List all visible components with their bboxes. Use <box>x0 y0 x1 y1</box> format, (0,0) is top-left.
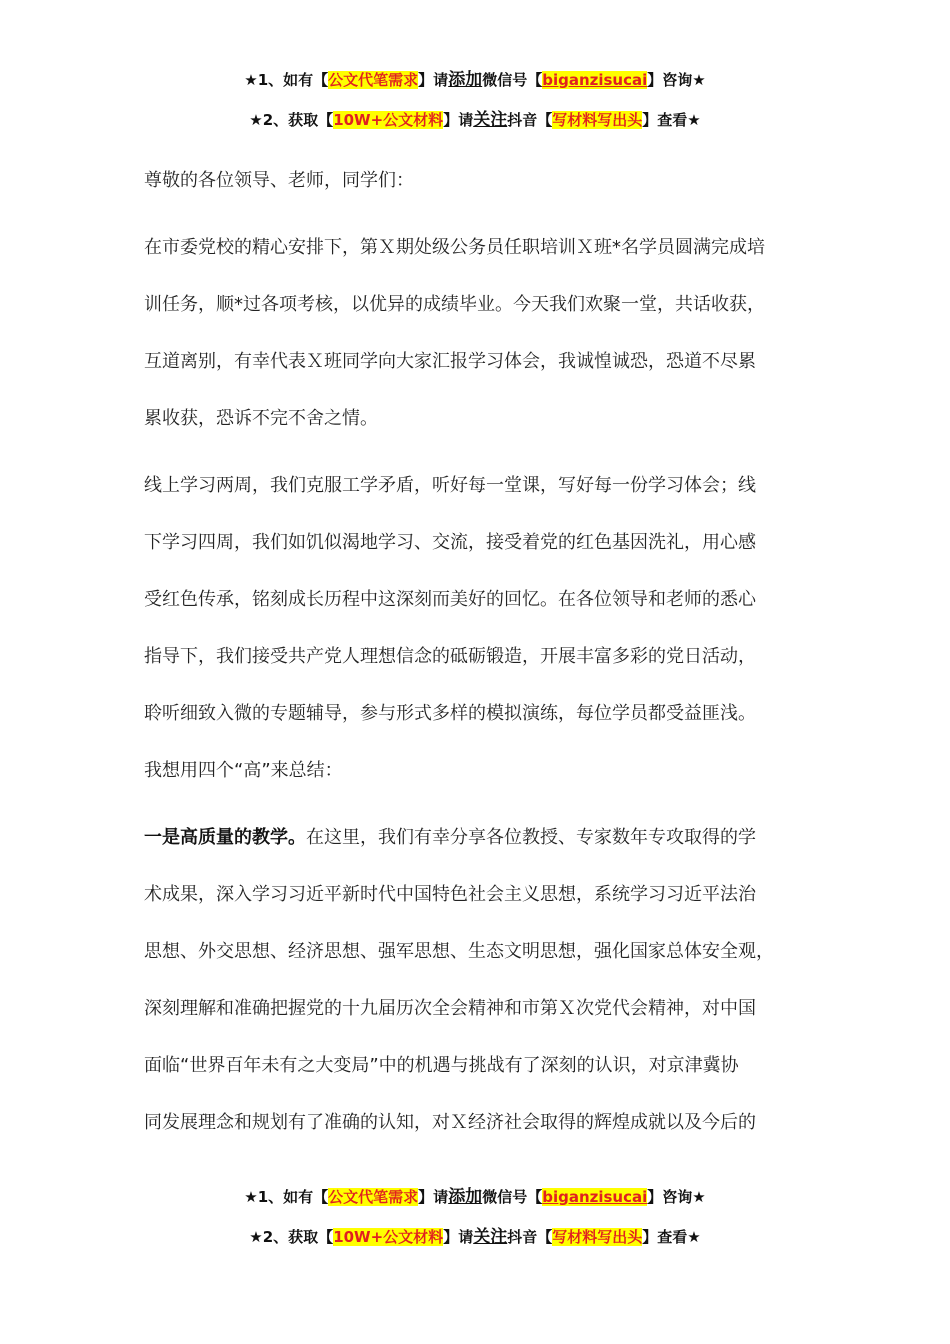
banner-line-2 <box>0 100 950 140</box>
paragraph-line: 术成果，深入学习习近平新时代中国特色社会主义思想，系统学习习近平法治 <box>144 884 756 905</box>
banner-emphasis: 添加 <box>448 1187 483 1207</box>
paragraph-4 <box>144 809 824 1151</box>
paragraph-line: 思想、外交思想、经济思想、强军思想、生态文明思想，强化国家总体安全观， <box>144 941 774 962</box>
paragraph-line: 在市委党校的精心安排下，第Ｘ期处级公务员任职培训Ｘ班*名学员圆满完成培 <box>144 237 765 258</box>
section-heading-1: 一是高质量的教学。 <box>144 827 306 848</box>
banner-text: 】查看★ <box>642 1228 701 1246</box>
paragraph-line: 聆听细致入微的专题辅导，参与形式多样的模拟演练，每位学员都受益匪浅。 <box>144 703 756 724</box>
banner-line-2 <box>0 1217 950 1257</box>
banner-line-1 <box>0 1177 950 1217</box>
paragraph-3: 我想用四个“高”来总结： <box>144 760 343 781</box>
highlight-douyin-account: 写材料写出头 <box>552 111 643 129</box>
paragraph-line: 面临“世界百年未有之大变局”中的机遇与挑战有了深刻的认识，对京津冀协 <box>144 1055 739 1076</box>
document-body <box>144 152 824 1151</box>
highlight-materials: 10W+公文材料 <box>333 111 444 129</box>
paragraph-line: 下学习四周，我们如饥似渴地学习、交流，接受着党的红色基因洗礼，用心感 <box>144 532 756 553</box>
paragraph-text: 在这里，我们有幸分享各位教授、专家数年专攻取得的学 <box>306 827 756 848</box>
top-banner <box>0 60 950 140</box>
paragraph-line: 受红色传承，铭刻成长历程中这深刻而美好的回忆。在各位领导和老师的悉心 <box>144 589 756 610</box>
banner-text: 微信号【 <box>482 71 543 89</box>
paragraph-1 <box>144 219 824 447</box>
paragraph-line: 深刻理解和准确把握党的十九届历次全会精神和市第Ｘ次党代会精神，对中国 <box>144 998 756 1019</box>
greeting: 尊敬的各位领导、老师，同学们： <box>144 170 414 191</box>
banner-text: 抖音【 <box>507 1228 553 1246</box>
paragraph-line: 同发展理念和规划有了准确的认知，对Ｘ经济社会取得的辉煌成就以及今后的 <box>144 1112 756 1133</box>
wechat-id-link[interactable]: biganzisucai <box>542 71 648 89</box>
banner-text: 】请 <box>443 111 474 129</box>
banner-emphasis: 添加 <box>448 70 483 90</box>
banner-line-1 <box>0 60 950 100</box>
banner-text: ★2、获取【 <box>249 1228 334 1246</box>
banner-text: 抖音【 <box>507 111 553 129</box>
highlight-ghostwriting: 公文代笔需求 <box>328 71 419 89</box>
banner-text: 】请 <box>418 1188 449 1206</box>
wechat-id-link[interactable]: biganzisucai <box>542 1188 648 1206</box>
banner-text: ★1、如有【 <box>244 1188 329 1206</box>
highlight-materials: 10W+公文材料 <box>333 1228 444 1246</box>
paragraph-line <box>144 809 824 866</box>
banner-text: 】请 <box>418 71 449 89</box>
banner-emphasis: 关注 <box>473 110 508 130</box>
banner-text: 】咨询★ <box>647 1188 706 1206</box>
highlight-ghostwriting: 公文代笔需求 <box>328 1188 419 1206</box>
banner-text: 微信号【 <box>482 1188 543 1206</box>
paragraph-line: 训任务，顺*过各项考核，以优异的成绩毕业。今天我们欢聚一堂，共话收获， <box>144 294 765 315</box>
banner-emphasis: 关注 <box>473 1227 508 1247</box>
paragraph-line: 指导下，我们接受共产党人理想信念的砥砺锻造，开展丰富多彩的党日活动， <box>144 646 756 667</box>
banner-text: 】请 <box>443 1228 474 1246</box>
paragraph-line: 累收获，恐诉不完不舍之情。 <box>144 408 378 429</box>
banner-text: ★1、如有【 <box>244 71 329 89</box>
paragraph-line: 线上学习两周，我们克服工学矛盾，听好每一堂课，写好每一份学习体会；线 <box>144 475 756 496</box>
banner-text: 】查看★ <box>642 111 701 129</box>
banner-text: ★2、获取【 <box>249 111 334 129</box>
highlight-douyin-account: 写材料写出头 <box>552 1228 643 1246</box>
paragraph-2 <box>144 457 824 742</box>
bottom-banner <box>0 1177 950 1257</box>
paragraph-line: 互道离别，有幸代表Ｘ班同学向大家汇报学习体会，我诚惶诚恐，恐道不尽累 <box>144 351 756 372</box>
banner-text: 】咨询★ <box>647 71 706 89</box>
